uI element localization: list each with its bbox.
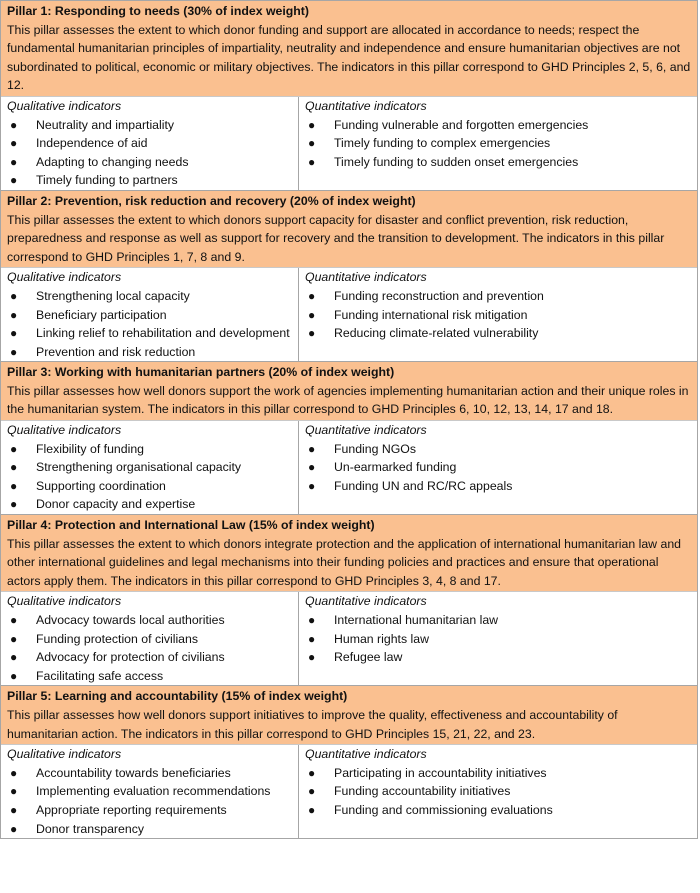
bullet-icon: ● [10,497,18,512]
pillar-4 [1,515,697,686]
pillar-header [1,515,697,592]
pillar-description: This pillar assesses the extent to which donors support capacity for disaster and conflict prevention, risk reduction, preparedness and response as well as support for recovery and the transition to development. The indicators in this pillar correspond to GHD Principles 1, 7, 8 and 9. [7,212,665,264]
list-item [7,440,292,459]
bullet-icon: ● [10,460,18,475]
list-item-text: Advocacy for protection of civilians [36,650,225,665]
list-item [7,116,292,135]
qualitative-column [1,421,299,514]
bullet-icon: ● [308,802,316,817]
bullet-icon: ● [308,326,316,341]
list-item [305,477,691,496]
list-item [305,440,691,459]
list-item-text: Funding accountability initiatives [334,784,511,799]
list-item [305,764,691,783]
list-item [305,306,691,325]
pillar-3 [1,362,697,515]
list-item-text: Strengthening local capacity [36,288,190,303]
list-item-text: Funding reconstruction and prevention [334,288,544,303]
list-item-text: Funding NGOs [334,441,417,456]
quantitative-column [299,421,697,514]
quantitative-list [305,287,691,343]
quantitative-list [305,611,691,667]
bullet-icon: ● [308,478,316,493]
quantitative-heading: Quantitative indicators [305,594,427,609]
pillar-header [1,1,697,97]
indicator-row [1,97,697,191]
pillar-header [1,362,697,421]
qualitative-heading: Qualitative indicators [7,747,122,762]
pillar-1 [1,1,697,191]
list-item [305,324,691,343]
bullet-icon: ● [10,650,18,665]
quantitative-column [299,268,697,361]
qualitative-list [7,440,292,514]
bullet-icon: ● [10,344,18,359]
pillar-title: Pillar 5: Learning and accountability (15% of index weight) [7,689,348,704]
indicator-row [1,592,697,686]
list-item [305,458,691,477]
list-item [7,306,292,325]
list-item [7,324,292,343]
list-item-text: Flexibility of funding [36,441,144,456]
list-item-text: Neutrality and impartiality [36,117,175,132]
bullet-icon: ● [308,136,316,151]
bullet-icon: ● [308,460,316,475]
bullet-icon: ● [308,288,316,303]
qualitative-list [7,116,292,190]
list-item [7,287,292,306]
bullet-icon: ● [10,326,18,341]
bullet-icon: ● [10,784,18,799]
list-item-text: Prevention and risk reduction [36,344,196,359]
pillar-2 [1,191,697,362]
list-item-text: International humanitarian law [334,613,499,627]
qualitative-heading: Qualitative indicators [7,98,122,113]
list-item-text: Funding protection of civilians [36,631,198,646]
quantitative-column [299,97,697,190]
indicator-row [1,268,697,362]
bullet-icon: ● [308,117,316,132]
list-item [7,764,292,783]
pillar-description: This pillar assesses how well donors support the work of agencies implementing humanitarian action and their unique roles in the humanitarian system. The indicators in this pillar correspond to GHD Principles 6, 10, 12, 13, 14, 17 and 18. [7,383,689,417]
list-item-text: Un-earmarked funding [334,460,457,475]
pillar-header [1,686,697,745]
list-item [7,801,292,820]
qualitative-column [1,592,299,685]
quantitative-list [305,116,691,172]
list-item [7,458,292,477]
list-item [7,171,292,190]
bullet-icon: ● [10,478,18,493]
list-item [7,782,292,801]
qualitative-column [1,97,299,190]
bullet-icon: ● [10,288,18,303]
list-item [305,153,691,172]
pillar-title: Pillar 3: Working with humanitarian partners (20% of index weight) [7,365,395,380]
list-item [7,820,292,839]
bullet-icon: ● [10,117,18,132]
bullet-icon: ● [308,613,316,627]
quantitative-list [305,764,691,820]
list-item [7,495,292,514]
list-item-text: Strengthening organisational capacity [36,460,242,475]
bullet-icon: ● [10,154,18,169]
list-item [7,667,292,686]
list-item-text: Funding international risk mitigation [334,307,528,322]
list-item [305,116,691,135]
list-item-text: Implementing evaluation recommendations [36,784,271,799]
list-item [305,134,691,153]
list-item [305,287,691,306]
qualitative-list [7,764,292,838]
list-item [305,782,691,801]
list-item-text: Donor capacity and expertise [36,497,196,512]
pillar-title: Pillar 2: Prevention, risk reduction and recovery (20% of index weight) [7,193,416,208]
bullet-icon: ● [10,821,18,836]
bullet-icon: ● [308,765,316,780]
list-item-text: Funding vulnerable and forgotten emergencies [334,117,589,132]
list-item [7,611,292,630]
list-item-text: Funding and commissioning evaluations [334,802,553,817]
bullet-icon: ● [10,136,18,151]
list-item [7,477,292,496]
list-item-text: Timely funding to sudden onset emergencies [334,154,579,169]
list-item-text: Donor transparency [36,821,144,836]
quantitative-column [299,745,697,838]
pillar-description: This pillar assesses the extent to which donors integrate protection and the application of international humanitarian law and other international guidelines and legal mechanisms into their funding policies and practices and ensure that operational actors apply them. The indicators in this pillar correspond to GHD Principles 3, 4, 8 and 17. [7,536,681,588]
pillar-title: Pillar 4: Protection and International Law (15% of index weight) [7,518,375,533]
list-item [7,630,292,649]
bullet-icon: ● [10,173,18,188]
list-item-text: Appropriate reporting requirements [36,802,227,817]
list-item-text: Adapting to changing needs [36,154,189,169]
qualitative-list [7,287,292,361]
pillar-title: Pillar 1: Responding to needs (30% of index weight) [7,4,309,18]
list-item [305,611,691,630]
pillar-description: This pillar assesses how well donors support initiatives to improve the quality, effectiveness and accountability of humanitarian action. The indicators in this pillar correspond to GHD Principles 15, 21, 22, and 23. [7,707,618,741]
list-item-text: Reducing climate-related vulnerability [334,326,539,341]
quantitative-column [299,592,697,685]
list-item-text: Timely funding to complex emergencies [334,136,551,151]
bullet-icon: ● [10,441,18,456]
list-item-text: Linking relief to rehabilitation and development [36,326,290,341]
list-item-text: Beneficiary participation [36,307,167,322]
quantitative-heading: Quantitative indicators [305,98,427,113]
list-item-text: Human rights law [334,631,429,646]
list-item-text: Independence of aid [36,136,148,151]
list-item-text: Funding UN and RC/RC appeals [334,478,513,493]
pillar-header [1,191,697,268]
bullet-icon: ● [308,631,316,646]
list-item-text: Refugee law [334,650,403,665]
indicator-row [1,421,697,515]
quantitative-heading: Quantitative indicators [305,747,427,762]
list-item-text: Accountability towards beneficiaries [36,765,231,780]
list-item-text: Facilitating safe access [36,668,164,683]
list-item-text: Participating in accountability initiatives [334,765,547,780]
list-item [305,801,691,820]
qualitative-heading: Qualitative indicators [7,594,122,609]
qualitative-column [1,745,299,838]
bullet-icon: ● [308,650,316,665]
bullet-icon: ● [10,307,18,322]
bullet-icon: ● [10,765,18,780]
list-item [7,343,292,362]
list-item [7,648,292,667]
bullet-icon: ● [308,441,316,456]
qualitative-column [1,268,299,361]
quantitative-heading: Quantitative indicators [305,270,427,285]
list-item-text: Supporting coordination [36,478,166,493]
list-item [305,630,691,649]
pillar-description: This pillar assesses the extent to which donor funding and support are allocated in accordance to needs; respect the fundamental humanitarian principles of impartiality, neutrality and independence and ensure humanitarian objectives are not subordinated to political, economic or military objectives. The indicators in this pillar correspond to GHD Principles 2, 5, 6, and 12. [7,22,691,93]
quantitative-heading: Quantitative indicators [305,423,427,438]
list-item-text: Advocacy towards local authorities [36,613,225,627]
pillar-5 [1,686,697,838]
list-item [305,648,691,667]
bullet-icon: ● [308,307,316,322]
bullet-icon: ● [308,784,316,799]
qualitative-list [7,611,292,685]
quantitative-list [305,440,691,496]
qualitative-heading: Qualitative indicators [7,423,122,438]
list-item [7,134,292,153]
bullet-icon: ● [10,802,18,817]
indicator-row [1,745,697,838]
bullet-icon: ● [308,154,316,169]
bullet-icon: ● [10,668,18,683]
qualitative-heading: Qualitative indicators [7,270,122,285]
list-item-text: Timely funding to partners [36,173,178,188]
bullet-icon: ● [10,631,18,646]
list-item [7,153,292,172]
bullet-icon: ● [10,613,18,627]
